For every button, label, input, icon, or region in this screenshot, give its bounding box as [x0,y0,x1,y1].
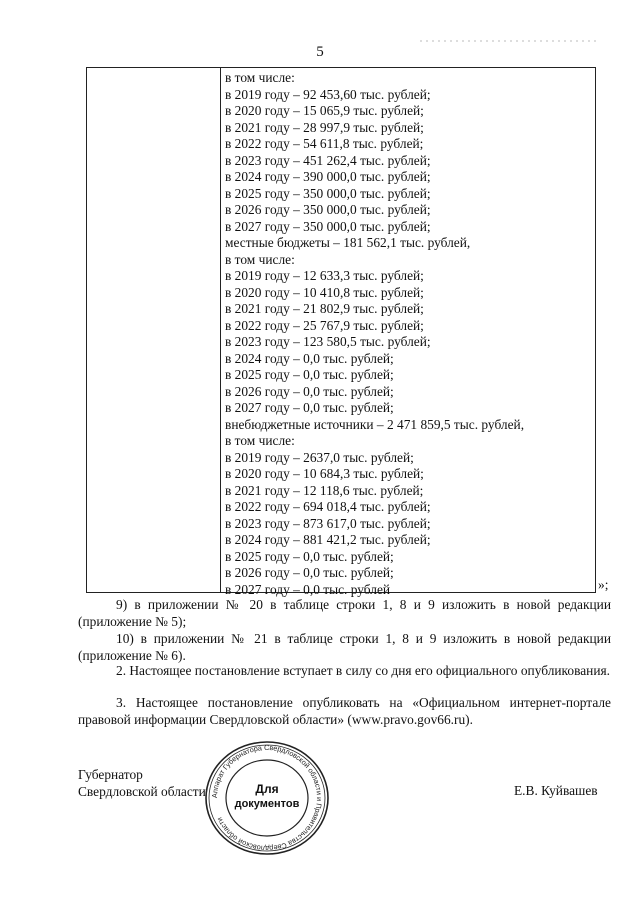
table-cell-line: в 2027 году – 0,0 тыс. рублей [225,581,391,597]
signatory-title-line1: Губернатор [78,767,143,782]
paragraph-item-10: 10) в приложении № 21 в таблице строки 1, 8 и 9 изложить в новой редакции (приложение № 6). [78,631,611,663]
table-cell-line: в 2021 году – 12 118,6 тыс. рублей; [225,482,424,498]
table-column-divider [220,67,221,593]
table-cell-line: в 2027 году – 350 000,0 тыс. рублей; [225,218,431,234]
scan-artifact [420,40,600,42]
table-cell-line: в 2025 году – 0,0 тыс. рублей; [225,367,394,382]
table-cell-line: в 2024 году – 390 000,0 тыс. рублей; [225,169,431,184]
table-cell-line: в 2023 году – 451 262,4 тыс. рублей; [225,152,431,168]
table-cell-line: в том числе: [225,251,295,267]
table-cell-line: в 2025 году – 0,0 тыс. рублей; [225,548,394,564]
official-stamp [203,739,331,857]
table-cell-line: в 2022 году – 54 611,8 тыс. рублей; [225,136,424,151]
table-cell-line: в 2027 году – 0,0 тыс. рублей; [225,400,394,415]
table-cell-line: внебюджетные источники – 2 471 859,5 тыс. рублей, [225,416,525,432]
signatory-title [78,766,206,800]
table-cell-line: в том числе: [225,70,295,85]
table-cell-line: в 2025 году – 350 000,0 тыс. рублей; [225,185,431,201]
signatory-name: Е.В. Куйвашев [514,783,598,798]
table-cell-line: в 2026 году – 350 000,0 тыс. рублей; [225,202,431,217]
paragraph-effective-date: 2. Настоящее постановление вступает в силу со дня его официального опубликования. [116,663,610,678]
table-cell-line: в 2021 году – 21 802,9 тыс. рублей; [225,301,424,316]
closing-quote: »; [598,577,609,592]
table-cell-line: в 2020 году – 15 065,9 тыс. рублей; [225,103,424,118]
table-cell-line: в 2020 году – 10 684,3 тыс. рублей; [225,466,424,481]
signatory-title-line2: Свердловской области [78,784,206,799]
table-cell-line: в 2023 году – 873 617,0 тыс. рублей; [225,515,431,531]
stamp-ring-text: Аппарат Губернатора Свердловской области и Правительства Свердловской области [209,742,325,854]
stamp-center-line1: Для [255,782,279,796]
page-number: 5 [316,44,324,60]
table-cell-line: в 2026 году – 0,0 тыс. рублей; [225,565,394,580]
table-cell-line: в 2022 году – 694 018,4 тыс. рублей; [225,499,431,514]
table-cell-line: в 2024 году – 0,0 тыс. рублей; [225,350,394,366]
table-cell-line: в том числе: [225,433,295,448]
table-cell-line: в 2021 году – 28 997,9 тыс. рублей; [225,119,424,135]
table-cell-line: в 2019 году – 92 453,60 тыс. рублей; [225,86,431,102]
table-cell-line: в 2019 году – 2637,0 тыс. рублей; [225,449,414,465]
table-cell-line: в 2026 году – 0,0 тыс. рублей; [225,383,394,399]
table-cell-line: в 2022 году – 25 767,9 тыс. рублей; [225,317,424,333]
table-right-cell [225,70,595,598]
table-cell-line: в 2024 году – 881 421,2 тыс. рублей; [225,532,431,547]
paragraph-item-9: 9) в приложении № 20 в таблице строки 1, 8 и 9 изложить в новой редакции (приложение № 5); [78,597,611,629]
table-cell-line: местные бюджеты – 181 562,1 тыс. рублей, [225,235,471,250]
stamp-center-line2: документов [234,798,300,810]
table-cell-line: в 2023 году – 123 580,5 тыс. рублей; [225,334,431,349]
paragraph-publication: 3. Настоящее постановление опубликовать на «Официальном интернет-портале правовой информации Свердловской области» (www.pravo.gov66.ru). [78,695,611,727]
table-cell-line: в 2020 году – 10 410,8 тыс. рублей; [225,284,424,300]
table-cell-line: в 2019 году – 12 633,3 тыс. рублей; [225,268,424,283]
